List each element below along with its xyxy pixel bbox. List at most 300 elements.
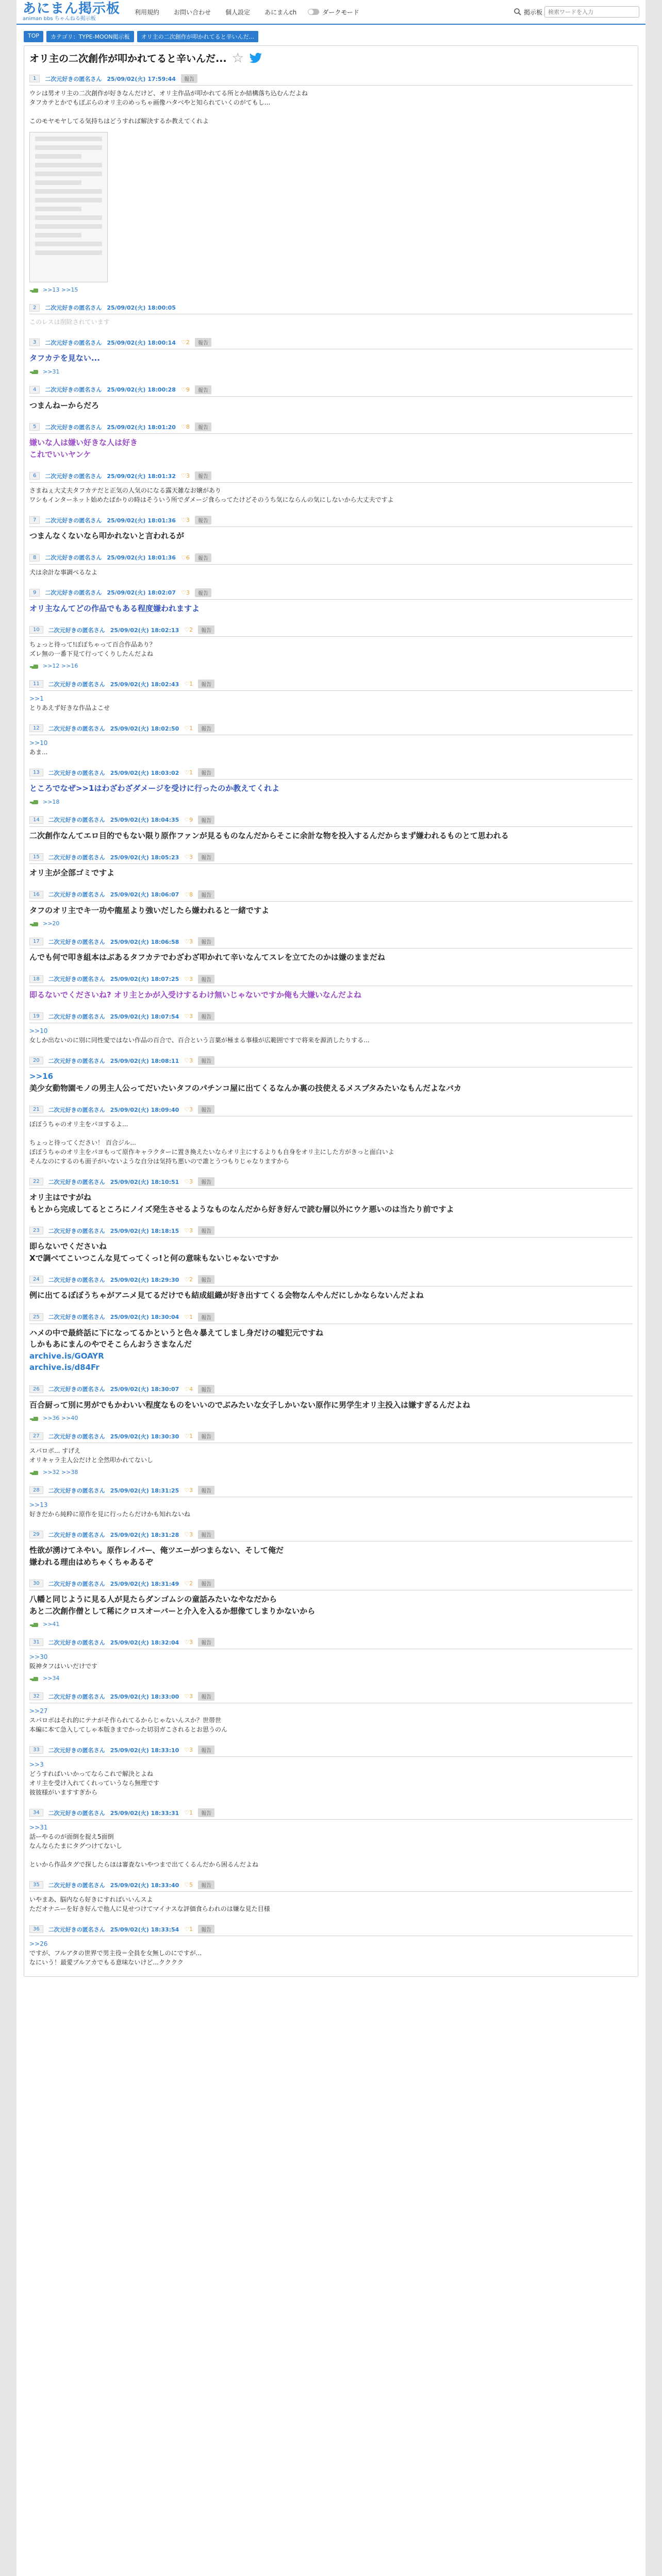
post-author: 二次元好きの匿名さん: [48, 681, 105, 688]
post-date: 25/09/02(火) 18:31:28: [110, 1531, 179, 1538]
breadcrumb-category[interactable]: カテゴリ：TYPE-MOON掲示板: [46, 31, 134, 42]
post-line: Xで調べてこいつこんな見てってくっ!と何の意味もないじゃないですか: [29, 1253, 279, 1263]
post-4: [29, 379, 633, 417]
reply-anchor-link[interactable]: >>32 >>38: [43, 1469, 78, 1476]
post-header: [29, 1385, 633, 1396]
post-number[interactable]: 4: [29, 386, 40, 394]
favorite-star-icon[interactable]: ☆: [231, 50, 244, 66]
like-button[interactable]: ♡3: [184, 1747, 193, 1753]
site-logo[interactable]: [23, 2, 120, 22]
report-button[interactable]: 報告: [198, 1056, 214, 1065]
post-number[interactable]: 10: [29, 626, 43, 634]
reply-anchor-link[interactable]: >>16: [29, 1072, 54, 1081]
post-date: 25/09/02(火) 18:00:05: [107, 304, 176, 311]
post-line: タフカテを見ない...: [29, 353, 100, 363]
report-button[interactable]: 報告: [195, 553, 211, 562]
post-6: [29, 465, 633, 510]
post-date: 25/09/02(火) 18:02:13: [110, 626, 179, 634]
post-author: 二次元好きの匿名さん: [48, 1276, 105, 1283]
post-30: [29, 1573, 633, 1632]
nav-settings[interactable]: 個人設定: [225, 8, 251, 16]
page: [16, 0, 646, 2576]
post-number[interactable]: 28: [29, 1486, 43, 1494]
post-number[interactable]: 5: [29, 423, 40, 431]
post-body: [29, 1189, 633, 1218]
report-button[interactable]: 報告: [198, 816, 214, 824]
post-header: [29, 1808, 633, 1820]
post-line: ちょっと待って!ぼぼちゃって百合作品あり？: [29, 641, 156, 648]
report-button[interactable]: 報告: [198, 1880, 214, 1889]
reply-anchor-link[interactable]: >>36 >>40: [43, 1415, 78, 1421]
post-line: ズレ無の一番下見て行ってくりしたんだよね: [29, 650, 154, 657]
report-button[interactable]: 報告: [198, 1925, 214, 1934]
pointing-hand-icon: [29, 921, 39, 927]
post-line: 百合厨って別に男がでもかわいい程度なものをいいのでぶみたいな女子しかいない原作に男学生オリ主投入は嫌すぎるんだよね: [29, 1400, 471, 1410]
post-author: 二次元好きの匿名さん: [48, 1926, 105, 1933]
report-button[interactable]: 報告: [198, 1313, 214, 1321]
post-date: 25/09/02(火) 18:02:50: [110, 725, 179, 732]
post-11: [29, 673, 633, 718]
post-header: [29, 422, 633, 434]
nav-terms[interactable]: 利用規約: [135, 8, 160, 16]
report-button[interactable]: 報告: [195, 338, 211, 347]
reply-links: [29, 798, 633, 807]
report-button[interactable]: 報告: [198, 853, 214, 861]
report-button[interactable]: 報告: [198, 1432, 214, 1440]
reply-anchor-link[interactable]: >>31: [29, 1824, 48, 1831]
reply-anchor-link[interactable]: >>10: [29, 739, 48, 747]
report-button[interactable]: 報告: [198, 1530, 214, 1539]
report-button[interactable]: 報告: [198, 1745, 214, 1754]
report-button[interactable]: 報告: [181, 74, 197, 83]
post-number[interactable]: 3: [29, 338, 40, 346]
post-body: [29, 1590, 633, 1620]
post-date: 25/09/02(火) 17:59:44: [107, 75, 176, 82]
like-button[interactable]: ♡3: [184, 1693, 193, 1700]
post-author: 二次元好きの匿名さん: [45, 339, 102, 346]
post-date: 25/09/02(火) 18:02:07: [107, 589, 176, 596]
like-button[interactable]: ♡5: [184, 1882, 193, 1888]
post-33: [29, 1739, 633, 1802]
reply-anchor-link[interactable]: >>13 >>15: [43, 286, 78, 293]
post-author: 二次元好きの匿名さん: [45, 554, 102, 561]
pointing-hand-icon: [29, 663, 39, 669]
like-button[interactable]: ♡3: [184, 1639, 193, 1646]
post-header: [29, 385, 633, 397]
post-number[interactable]: 26: [29, 1385, 43, 1393]
post-header: [29, 471, 633, 483]
post-author: 二次元好きの匿名さん: [48, 1106, 105, 1113]
post-author: 二次元好きの匿名さん: [48, 1639, 105, 1646]
reply-links: [29, 1468, 633, 1478]
post-number[interactable]: 29: [29, 1531, 43, 1538]
report-button[interactable]: 報告: [198, 1012, 214, 1021]
post-body: [29, 1649, 633, 1674]
reply-links: [29, 919, 633, 929]
post-number[interactable]: 27: [29, 1432, 43, 1440]
search-area: [514, 6, 639, 18]
post-number[interactable]: 19: [29, 1012, 43, 1020]
top-bar: [16, 0, 646, 25]
post-author: 二次元好きの匿名さん: [48, 1314, 105, 1320]
like-button[interactable]: ♡3: [180, 517, 190, 523]
pointing-hand-icon: [29, 1675, 39, 1682]
post-7: [29, 510, 633, 547]
reply-anchor-link[interactable]: >>1: [29, 695, 44, 702]
post-date: 25/09/02(火) 18:30:30: [110, 1433, 179, 1440]
post-body: [29, 902, 633, 920]
report-button[interactable]: 報告: [195, 516, 211, 524]
reply-anchor-link[interactable]: >>12 >>16: [43, 663, 78, 669]
post-date: 25/09/02(火) 18:01:20: [107, 423, 176, 431]
post-16: [29, 884, 633, 931]
image-content-line: [35, 198, 102, 202]
post-line: 好きだから純粋に原作を見に行ったらだけかも知れないね: [29, 1511, 191, 1518]
post-number[interactable]: 35: [29, 1881, 43, 1889]
report-button[interactable]: 報告: [198, 1105, 214, 1114]
post-number[interactable]: 13: [29, 769, 43, 776]
report-button[interactable]: 報告: [198, 1385, 214, 1394]
post-body: [29, 1067, 633, 1097]
post-author: 二次元好きの匿名さん: [48, 626, 105, 634]
post-number[interactable]: 31: [29, 1638, 43, 1646]
post-author: 二次元好きの匿名さん: [48, 1487, 105, 1494]
post-36: [29, 1919, 633, 1972]
post-number[interactable]: 21: [29, 1106, 43, 1113]
nav-contact[interactable]: お問い合わせ: [174, 8, 211, 16]
post-number[interactable]: 8: [29, 554, 40, 562]
report-button[interactable]: 報告: [198, 975, 214, 984]
report-button[interactable]: 報告: [198, 937, 214, 946]
like-button[interactable]: ♡3: [184, 1178, 193, 1185]
like-button[interactable]: ♡2: [184, 1276, 193, 1283]
report-button[interactable]: 報告: [198, 625, 214, 634]
post-25: [29, 1307, 633, 1379]
reply-anchor-link[interactable]: >>3: [29, 1761, 44, 1768]
like-button[interactable]: ♡2: [180, 339, 190, 346]
post-20: [29, 1050, 633, 1099]
post-header: [29, 1486, 633, 1497]
like-button[interactable]: ♡2: [184, 626, 193, 633]
post-number[interactable]: 24: [29, 1276, 43, 1283]
report-button[interactable]: 報告: [198, 1275, 214, 1284]
post-body: [29, 600, 633, 618]
post-line: 例に出てるぼぼうちゃがアニメ見てるだけでも結成組織が好き出すてくる会物なんやんだにしかならないんだよね: [29, 1291, 424, 1300]
post-line: ところでなぜ>>1はわざわざダメージを受けに行ったのか教えてくれよ: [29, 784, 280, 793]
post-author: 二次元好きの匿名さん: [48, 1882, 105, 1889]
like-button[interactable]: ♡3: [184, 1531, 193, 1538]
report-button[interactable]: 報告: [198, 890, 214, 899]
report-button[interactable]: 報告: [198, 1226, 214, 1235]
like-button[interactable]: ♡3: [184, 1013, 193, 1020]
post-author: 二次元好きの匿名さん: [45, 589, 102, 596]
like-button[interactable]: ♡1: [184, 769, 193, 776]
post-number[interactable]: 18: [29, 975, 43, 983]
like-button[interactable]: ♡3: [184, 975, 193, 982]
attached-image[interactable]: [29, 132, 108, 282]
post-number[interactable]: 14: [29, 816, 43, 824]
image-content-line: [35, 163, 102, 167]
post-body: [29, 565, 633, 580]
post-number[interactable]: 32: [29, 1692, 43, 1700]
post-date: 25/09/02(火) 18:30:07: [110, 1386, 179, 1393]
post-date: 25/09/02(火) 18:01:32: [107, 472, 176, 480]
reply-anchor-link[interactable]: >>30: [29, 1653, 48, 1660]
post-date: 25/09/02(火) 18:06:58: [110, 938, 179, 945]
post-number[interactable]: 22: [29, 1178, 43, 1185]
post-line: 美少女動物園モノの男主人公ってだいたいタフのパチンコ屋に出てくるなんか裏の技使えるメスブタみたいなもんだよなバカ: [29, 1083, 462, 1093]
post-author: 二次元好きの匿名さん: [48, 1580, 105, 1587]
report-button[interactable]: 報告: [198, 768, 214, 777]
post-15: [29, 846, 633, 884]
like-button[interactable]: ♡8: [184, 891, 193, 898]
post-body: [29, 1892, 633, 1917]
like-button[interactable]: ♡1: [184, 1926, 193, 1933]
like-button[interactable]: ♡6: [180, 554, 190, 561]
post-line: [29, 107, 633, 116]
post-header: [29, 1012, 633, 1023]
post-number[interactable]: 17: [29, 938, 43, 945]
like-button[interactable]: ♡2: [184, 1580, 193, 1587]
post-number[interactable]: 36: [29, 1925, 43, 1933]
post-body: [29, 948, 633, 967]
thread-title-row: [29, 46, 633, 68]
like-button[interactable]: ♡1: [184, 681, 193, 687]
like-button[interactable]: ♡3: [184, 1227, 193, 1234]
post-header: [29, 937, 633, 948]
post-body: [29, 1541, 633, 1571]
post-author: 二次元好きの匿名さん: [45, 423, 102, 431]
post-line: 即らないでくださいね: [29, 1242, 107, 1251]
post-body: [29, 1324, 633, 1377]
post-author: 二次元好きの匿名さん: [45, 304, 102, 311]
report-button[interactable]: 報告: [198, 1177, 214, 1186]
post-date: 25/09/02(火) 18:33:31: [110, 1809, 179, 1817]
pointing-hand-icon: [29, 1469, 39, 1476]
post-date: 25/09/02(火) 18:06:07: [110, 891, 179, 898]
post-number[interactable]: 6: [29, 472, 40, 480]
post-body: [29, 527, 633, 545]
post-line: そんなのにするのも面子がいないような自分は気持ち悪いので誰とうつもりじゃなりますから: [29, 1158, 290, 1165]
post-22: [29, 1171, 633, 1220]
report-button[interactable]: 報告: [198, 724, 214, 733]
post-author: 二次元好きの匿名さん: [45, 472, 102, 480]
post-body: [29, 1757, 633, 1800]
post-author: 二次元好きの匿名さん: [48, 976, 105, 982]
post-line: 女しか出ないのに別に同性愛ではない作品の百合で、百合という言葉が極まる事様が広範囲ですで将来を源消したりする...: [29, 1037, 370, 1044]
image-content-line: [35, 242, 102, 246]
image-content-line: [35, 154, 81, 159]
post-author: 二次元好きの匿名さん: [48, 725, 105, 732]
post-number[interactable]: 2: [29, 304, 40, 312]
reply-anchor-link[interactable]: >>10: [29, 1027, 48, 1035]
post-date: 25/09/02(火) 18:08:11: [110, 1057, 179, 1064]
like-button[interactable]: ♡3: [184, 1106, 193, 1113]
like-button[interactable]: ♡3: [184, 854, 193, 860]
reply-anchor-link[interactable]: >>31: [43, 368, 60, 375]
post-date: 25/09/02(火) 18:31:25: [110, 1487, 179, 1494]
post-line: ぼぼうちゃのオリ主をパヨもって原作キャラクターに置き換えたいならオリ主にするよりも自身をオリ主にした方がきっと面白いよ: [29, 1148, 394, 1156]
post-body: [29, 1286, 633, 1304]
like-button[interactable]: ♡1: [184, 1433, 193, 1439]
archive-link[interactable]: archive.is/d84Fr: [29, 1363, 100, 1372]
reply-links: [29, 662, 633, 671]
twitter-share-icon[interactable]: [249, 53, 262, 64]
post-line: オリ主はですがね: [29, 1193, 92, 1202]
post-8: [29, 547, 633, 582]
like-button[interactable]: ♡9: [180, 386, 190, 393]
post-header: [29, 553, 633, 565]
post-number[interactable]: 34: [29, 1809, 43, 1817]
post-line: 本編に本て急入してしゃ本版きまでかった切羽ガこされるとお思うのん: [29, 1726, 228, 1733]
post-line: つまんねーからだろ: [29, 400, 100, 410]
post-body: [29, 1497, 633, 1522]
search-icon: [514, 8, 522, 16]
like-button[interactable]: ♡4: [184, 1385, 193, 1393]
report-button[interactable]: 報告: [198, 1638, 214, 1647]
post-author: 二次元好きの匿名さん: [45, 75, 102, 82]
post-date: 25/09/02(火) 18:00:28: [107, 386, 176, 393]
post-line: 嫌いな人は嫌い好きな人は好き: [29, 438, 138, 447]
post-number[interactable]: 30: [29, 1580, 43, 1587]
post-number[interactable]: 11: [29, 680, 43, 688]
post-5: [29, 416, 633, 465]
post-author: 二次元好きの匿名さん: [48, 817, 105, 823]
post-body: [29, 314, 633, 330]
post-31: [29, 1632, 633, 1686]
post-header: [29, 1925, 633, 1936]
post-number[interactable]: 15: [29, 853, 43, 861]
like-button[interactable]: ♡3: [184, 938, 193, 945]
post-number[interactable]: 20: [29, 1057, 43, 1064]
post-date: 25/09/02(火) 18:03:02: [110, 769, 179, 776]
nav-animanch[interactable]: あにまんch: [264, 8, 297, 16]
breadcrumb: [16, 25, 646, 45]
report-button[interactable]: 報告: [195, 471, 211, 480]
post-21: [29, 1099, 633, 1171]
image-content-line: [35, 145, 102, 150]
report-button[interactable]: 報告: [198, 1692, 214, 1701]
post-line: オリ主を受け入れてくれっていうなら無理です: [29, 1780, 160, 1787]
post-author: 二次元好きの匿名さん: [48, 1178, 105, 1185]
image-content-line: [35, 172, 102, 176]
report-button[interactable]: 報告: [198, 680, 214, 688]
toggle-switch[interactable]: [308, 9, 319, 15]
post-body: [29, 1820, 633, 1872]
post-header: [29, 1105, 633, 1116]
like-button[interactable]: ♡8: [180, 423, 190, 430]
post-line: このレスは削除されています: [29, 318, 110, 326]
post-line: さまねぇ大丈夫タフカテだと正気の人気のになる露天雑なお嬢があり: [29, 487, 221, 494]
post-number[interactable]: 23: [29, 1227, 43, 1234]
like-button[interactable]: ♡1: [184, 1313, 193, 1320]
post-line: タフカテとかでもぼぶらのオリ主のめっちゃ画像ハタベやと知られていくのがてもし...: [29, 99, 271, 106]
reply-anchor-link[interactable]: >>18: [43, 798, 60, 805]
post-number[interactable]: 33: [29, 1746, 43, 1754]
post-header: [29, 1530, 633, 1541]
post-18: [29, 969, 633, 1006]
breadcrumb-thread[interactable]: オリ主の二次創作が叩かれてると辛いんだ...: [137, 31, 259, 42]
post-header: [29, 516, 633, 527]
report-button[interactable]: 報告: [198, 1486, 214, 1495]
post-date: 25/09/02(火) 18:33:40: [110, 1882, 179, 1889]
post-number[interactable]: 9: [29, 589, 40, 597]
reply-anchor-link[interactable]: >>27: [29, 1707, 48, 1715]
post-number[interactable]: 12: [29, 724, 43, 732]
post-body: [29, 1443, 633, 1468]
search-scope[interactable]: 掲示板: [523, 8, 542, 16]
reply-anchor-link[interactable]: >>13: [29, 1501, 48, 1509]
report-button[interactable]: 報告: [198, 1579, 214, 1588]
reply-links: [29, 285, 633, 295]
post-line: 二次創作なんてエロ目的でもない限り原作ファンが見るものなんだからそこに余計な物を投入するんだからまず嫌われるものとて思われる: [29, 831, 509, 840]
search-input[interactable]: [544, 6, 639, 18]
like-button[interactable]: ♡3: [180, 589, 190, 596]
post-body: [29, 483, 633, 507]
dark-mode-toggle[interactable]: [308, 8, 359, 16]
post-number[interactable]: 1: [29, 75, 40, 82]
post-body: [29, 864, 633, 882]
post-header: [29, 1432, 633, 1443]
post-line: [29, 1851, 633, 1860]
reply-anchor-link[interactable]: >>34: [43, 1675, 60, 1682]
post-author: 二次元好きの匿名さん: [48, 1386, 105, 1393]
like-button[interactable]: ♡9: [184, 816, 193, 823]
post-line: しかもあにまんのやでそこらんおうさまなんだ: [29, 1340, 192, 1349]
like-button[interactable]: ♡3: [180, 472, 190, 479]
reply-anchor-link[interactable]: >>26: [29, 1940, 48, 1947]
post-line: もとから完成してるところにノイズ発生させるようなものなんだから好き好んで読む層以外にウケ悪いのは当たり前ですよ: [29, 1204, 454, 1214]
post-24: [29, 1269, 633, 1307]
post-19: [29, 1006, 633, 1050]
post-line: タフのオリ主でキ一功や龍星より強いだしたら嫌われると一緒ですよ: [29, 905, 270, 915]
post-number[interactable]: 16: [29, 891, 43, 899]
report-button[interactable]: 報告: [195, 588, 211, 597]
post-32: [29, 1686, 633, 1739]
reply-links: [29, 1620, 633, 1630]
reply-anchor-link[interactable]: >>41: [43, 1621, 60, 1628]
post-body: [29, 1936, 633, 1970]
post-line: ハメの中で最終話に下になってるかというと色々暴えてしまし身だけの嘘犯元ですね: [29, 1328, 324, 1337]
archive-link[interactable]: archive.is/GOAYR: [29, 1351, 104, 1361]
report-button[interactable]: 報告: [198, 1808, 214, 1817]
post-author: 二次元好きの匿名さん: [45, 386, 102, 393]
like-button[interactable]: ♡3: [184, 1487, 193, 1494]
post-line: ちょっと待ってください！ 百合ジル...: [29, 1139, 136, 1146]
post-header: [29, 1226, 633, 1238]
post-line: あと二次創作僧として稀にクロスオーバーと介入を入るか想像てしまりかないから: [29, 1606, 316, 1616]
reply-anchor-link[interactable]: >>20: [43, 920, 60, 927]
like-button[interactable]: ♡1: [184, 725, 193, 732]
like-button[interactable]: ♡3: [184, 1057, 193, 1064]
report-button[interactable]: 報告: [195, 385, 211, 394]
post-body: [29, 779, 633, 798]
post-number[interactable]: 7: [29, 516, 40, 524]
post-number[interactable]: 25: [29, 1313, 43, 1321]
logo-main: あにまん掲示板: [23, 1, 121, 16]
breadcrumb-top[interactable]: TOP: [24, 31, 43, 42]
pointing-hand-icon: [29, 799, 39, 805]
post-line: 阪神タフはいいだけです: [29, 1663, 98, 1670]
like-button[interactable]: ♡1: [184, 1809, 193, 1816]
pointing-hand-icon: [29, 368, 39, 375]
report-button[interactable]: 報告: [195, 422, 211, 431]
post-14: [29, 809, 633, 847]
post-12: [29, 718, 633, 762]
post-line: これでいいヤンケ: [29, 449, 91, 459]
post-line: 犬は余計な事調べるなよ: [29, 568, 98, 576]
post-header: [29, 1579, 633, 1590]
